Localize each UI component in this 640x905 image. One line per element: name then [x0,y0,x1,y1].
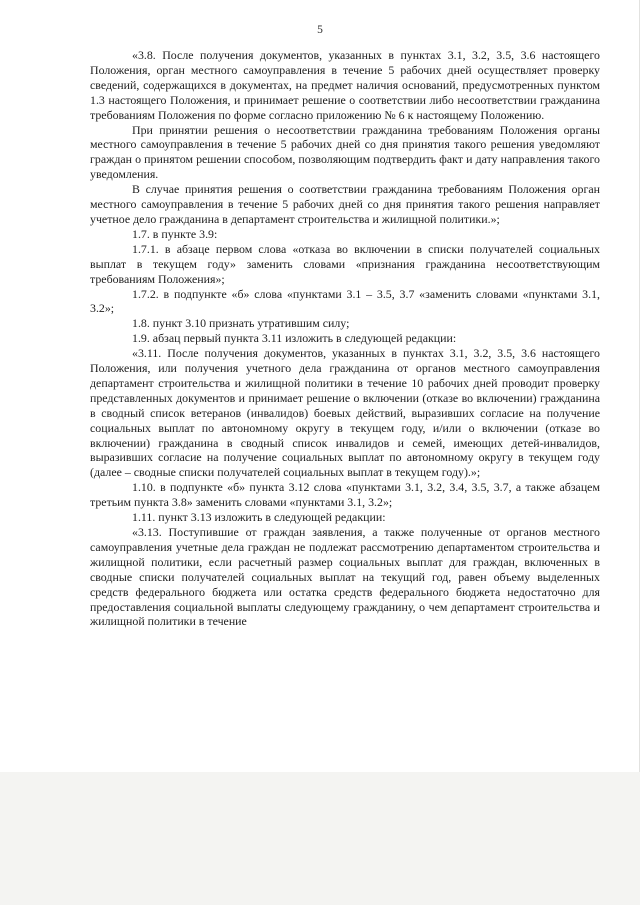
paragraph-1-7-1: 1.7.1. в абзаце первом слова «отказа во включении в списки получателей социальных выплат в текущем году» заменить словами «признания гражданина несоответствующим требованиям Положения»; [90,241,600,286]
page-number: 5 [317,24,323,36]
document-body [90,48,600,629]
paragraph-3-13: «3.13. Поступившие от граждан заявления, а также полученные от органов местного самоуправления учетные дела граждан не подлежат рассмотрению департаментом строительства и жилищной политики, если расчетный размер социальных выплат для граждан, включенных в сводные списки получателей социальных выплат на текущий год, равен объему выделенных средств федерального бюджета или остатка средств федерального бюджета недостаточно для предоставления социальной выплаты следующему гражданину, о чем департамент строительства и жилищной политики в течение [90,525,600,629]
paragraph-1-7-2: 1.7.2. в подпункте «б» слова «пунктами 3.1 – 3.5, 3.7 «заменить словами «пунктами 3.1, 3.2»; [90,286,600,316]
paragraph-1-11: 1.11. пункт 3.13 изложить в следующей редакции: [132,510,386,525]
paragraph-3-11: «3.11. После получения документов, указанных в пунктах 3.1, 3.2, 3.5, 3.6 настоящего Положения, или получения учетного дела гражданина от органов местного самоуправления департамент строительства и жилищной политики в течение 10 рабочих дней проводит проверку представленных документов и принимает решение о включении (отказе во включении) гражданина в сводный список ветеранов (инвалидов) боевых действий, выразивших согласие на получение социальных выплат по автономному округу в текущем году, и/или о включении (отказе во включении) гражданина в сводный список инвалидов и семей, имеющих детей-инвалидов, выразивших согласие на получение социальных выплат по автономному округу в текущем году (далее – сводные списки получателей социальных выплат в текущем году).»; [90,346,600,480]
paragraph-1-10: 1.10. в подпункте «б» пункта 3.12 слова «пунктами 3.1, 3.2, 3.4, 3.5, 3.7, а также абзацем третьим пункта 3.8» заменить словами «пунктами 3.1, 3.2»; [90,480,600,510]
paragraph-1-9: 1.9. абзац первый пункта 3.11 изложить в следующей редакции: [132,331,457,346]
paragraph-3-8: «3.8. После получения документов, указанных в пунктах 3.1, 3.2, 3.5, 3.6 настоящего Положения, орган местного самоуправления в течение 5 рабочих дней осуществляет проверку сведений, содержащихся в документах, на предмет наличия оснований, предусмотренных пунктом 1.3 настоящего Положения, и принимает решение о соответствии либо несоответствии гражданина требованиям Положения по форме согласно приложению № 6 к настоящему Положению. [90,48,600,122]
paragraph-conformity-transfer: В случае принятия решения о соответствии гражданина требованиям Положения орган местного самоуправления в течение 5 рабочих дней со дня принятия такого решения направляет учетное дело гражданина в департамент строительства и жилищной политики.»; [90,182,600,226]
paragraph-1-8: 1.8. пункт 3.10 признать утратившим силу; [132,316,350,331]
paragraph-1-7: 1.7. в пункте 3.9: [132,226,218,241]
paragraph-nonconformity-notice: При принятии решения о несоответствии гражданина требованиям Положения органы местного самоуправления в течение 5 рабочих дней со дня принятия такого решения уведомляют граждан о принятом решении способом, позволяющим подтвердить факт и дату направления такого уведомления. [90,122,600,182]
